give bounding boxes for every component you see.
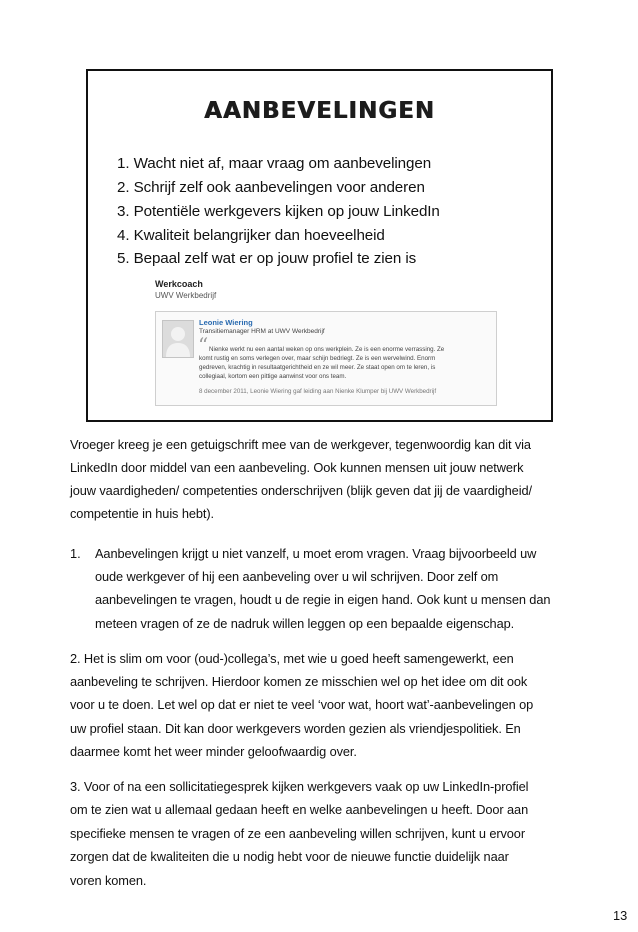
- recommendation-card: [155, 311, 497, 406]
- para3-line: voren komen.: [70, 873, 147, 888]
- avatar-icon: [162, 320, 194, 358]
- slide-list-item: 3. Potentiële werkgevers kijken op jouw LinkedIn: [117, 203, 440, 220]
- slide-list-item: 5. Bepaal zelf wat er op jouw profiel te zien is: [117, 250, 417, 267]
- list-line: aanbevelingen te vragen, houdt u de regie in eigen hand. Ook kunt u mensen dan: [95, 592, 551, 607]
- para2-line: aanbeveling te schrijven. Hierdoor komen ze misschien wel op het idee om dit ook: [70, 674, 528, 689]
- recommender-role: Transitiemanager HRM at UWV Werkbedrijf: [199, 328, 325, 335]
- page-number: 13: [613, 908, 628, 923]
- quote-icon: “: [198, 333, 209, 357]
- quote-line: gedreven, krachtig in resultaatgerichtheid en ze wil meer. Ze staat open om te leren, is: [199, 364, 436, 371]
- list-number: 1.: [70, 546, 81, 561]
- para2-line: 2. Het is slim om voor (oud-)collega’s, met wie u goed heeft samengewerkt, een: [70, 651, 514, 666]
- slide-list-item: 4. Kwaliteit belangrijker dan hoeveelheid: [117, 227, 385, 244]
- slide-image: [86, 69, 553, 422]
- para3-line: om te zien wat u allemaal gedaan heeft en welke aanbevelingen u heeft. Door aan: [70, 802, 529, 817]
- list-line: Aanbevelingen krijgt u niet vanzelf, u moet erom vragen. Vraag bijvoorbeeld uw: [95, 546, 537, 561]
- para2-line: voor u te doen. Let wel op dat er niet te veel ‘voor wat, hoort wat’-aanbevelingen op: [70, 697, 534, 712]
- para2-line: uw profiel staan. Dit kan door werkgevers worden gezien als vriendjespolitiek. En: [70, 721, 521, 736]
- quote-line: collegiaal, kortom een pittige aanwinst voor ons team.: [199, 373, 347, 380]
- list-line: meteen vragen of ze de nadruk willen leggen op een bepaalde eigenschap.: [95, 616, 515, 631]
- para3-line: 3. Voor of na een sollicitatiegesprek kijken werkgevers vaak op uw LinkedIn-profiel: [70, 779, 529, 794]
- recommendation-footer: 8 december 2011, Leonie Wiering gaf leiding aan Nienke Klumper bij UWV Werkbedrijf: [199, 388, 437, 395]
- intro-line: Vroeger kreeg je een getuigschrift mee van de werkgever, tegenwoordig kan dit via: [70, 437, 531, 452]
- slide-title: AANBEVELINGEN: [204, 98, 435, 124]
- quote-line: komt rustig en soms verlegen over, maar schijn bedriegt. Ze is een wervelwind. Enorm: [199, 355, 436, 362]
- list-line: oude werkgever of hij een aanbeveling over u wil schrijven. Door zelf om: [95, 569, 499, 584]
- recommender-name: Leonie Wiering: [199, 318, 253, 327]
- slide-list-item: 1. Wacht niet af, maar vraag om aanbevelingen: [117, 155, 432, 172]
- para3-line: zorgen dat de kwaliteiten die u nodig hebt voor de nieuwe functie duidelijk naar: [70, 849, 509, 864]
- intro-line: jouw vaardigheden/ competenties onderschrijven (blijk geven dat jij de vaardigheid/: [70, 483, 532, 498]
- recommendation-company: UWV Werkbedrijf: [155, 291, 217, 300]
- slide-list-item: 2. Schrijf zelf ook aanbevelingen voor anderen: [117, 179, 425, 196]
- intro-line: competentie in huis hebt).: [70, 506, 214, 521]
- quote-line: Nienke werkt nu een aantal weken op ons werkplein. Ze is een enorme verrassing. Ze: [209, 346, 445, 353]
- para3-line: specifieke mensen te vragen of ze een aanbeveling willen schrijven, kunt u ervoor: [70, 826, 525, 841]
- intro-line: LinkedIn door middel van een aanbeveling. Ook kunnen mensen uit jouw netwerk: [70, 460, 524, 475]
- recommendation-heading: Werkcoach: [155, 279, 203, 289]
- para2-line: daarmee komt het weer minder geloofwaardig over.: [70, 744, 357, 759]
